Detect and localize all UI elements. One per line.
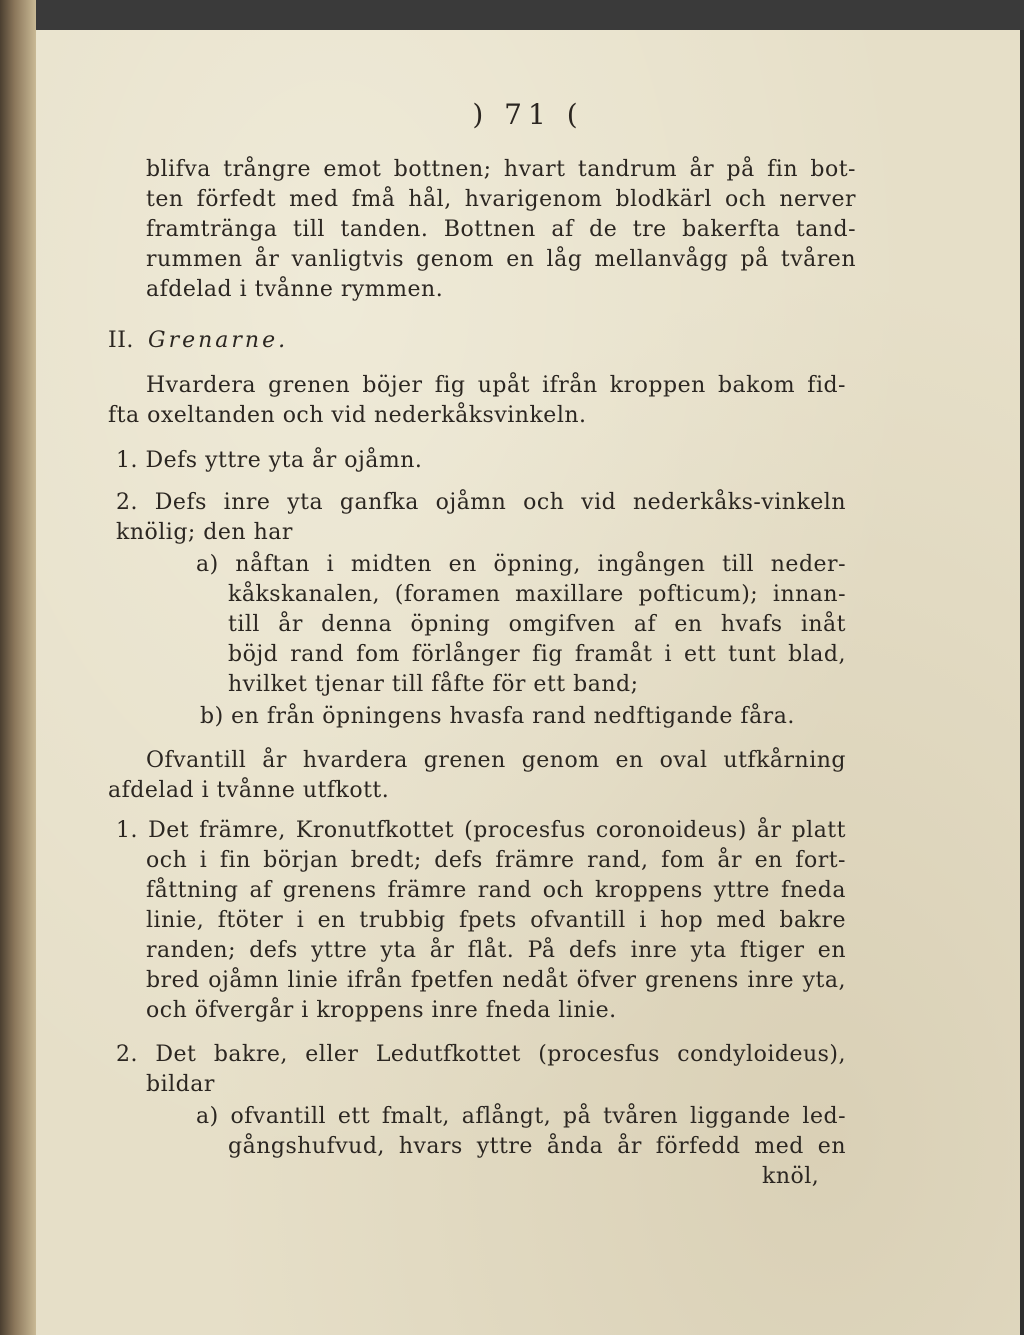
- sub-item: a) ofvantill ett fmalt, aflångt, på tvåren liggande led-: [196, 1104, 846, 1129]
- text-line: randen; defs yttre yta år flåt. På defs inre yta ftiger en: [146, 938, 846, 963]
- text-line: ten förfedt med fmå hål, hvarigenom blodkärl och nerver: [146, 187, 856, 212]
- text-line: linie, ftöter i en trubbig fpets ofvantill i hop med bakre: [146, 908, 846, 933]
- text-line: bred ojåmn linie ifrån fpetfen nedåt öfver grenens inre yta,: [146, 968, 846, 993]
- text-line: hvilket tjenar till fåfte för ett band;: [228, 672, 639, 697]
- text-line: afdelad i tvånne rymmen.: [146, 277, 444, 302]
- list-item: 2. Det bakre, eller Ledutfkottet (procesfus condyloideus),: [116, 1042, 846, 1067]
- book-spine-edge: [0, 0, 36, 1335]
- page-header: ) 71 (: [472, 98, 584, 131]
- text-line: Hvardera grenen böjer fig upåt ifrån kroppen bakom fid-: [146, 373, 846, 398]
- list-item: 1. Det främre, Kronutfkottet (procesfus coronoideus) år platt: [116, 818, 846, 843]
- text-line: kåkskanalen, (foramen maxillare pofticum); innan-: [228, 582, 846, 607]
- text-line: till år denna öpning omgifven af en hvafs inåt: [228, 612, 846, 637]
- text-line: fåttning af grenens främre rand och kroppens yttre fneda: [146, 878, 846, 903]
- text-line: och i fin början bredt; defs främre rand, fom år en fort-: [146, 848, 846, 873]
- book-page: [36, 30, 1020, 1335]
- text-line: bildar: [146, 1072, 215, 1097]
- text-line: framtränga till tanden. Bottnen af de tre bakerfta tand-: [146, 217, 856, 242]
- sub-item: a) nåftan i midten en öpning, ingången till neder-: [196, 552, 846, 577]
- text-line: afdelad i tvånne utfkott.: [108, 778, 390, 803]
- text-line: gångshufvud, hvars yttre ånda år förfedd med en: [228, 1134, 846, 1159]
- catchword: knöl,: [762, 1164, 820, 1189]
- text-line: fta oxeltanden och vid nederkåksvinkeln.: [108, 403, 587, 428]
- text-line: Ofvantill år hvardera grenen genom en oval utfkårning: [146, 748, 846, 773]
- text-line: blifva trångre emot bottnen; hvart tandrum år på fin bot-: [146, 157, 856, 182]
- section-title: Grenarne.: [148, 328, 289, 353]
- text-line: knölig; den har: [116, 520, 293, 545]
- text-line: böjd rand fom förlånger fig framåt i ett tunt blad,: [228, 642, 846, 667]
- text-line: rummen år vanligtvis genom en låg mellanvågg på tvåren: [146, 247, 856, 272]
- list-item: 1. Defs yttre yta år ojåmn.: [116, 448, 423, 473]
- text-line: och öfvergår i kroppens inre fneda linie.: [146, 998, 617, 1023]
- sub-item: b) en från öpningens hvasfa rand nedftigande fåra.: [200, 704, 795, 729]
- list-item: 2. Defs inre yta ganfka ojåmn och vid nederkåks-vinkeln: [116, 490, 846, 515]
- section-number: II.: [108, 328, 134, 353]
